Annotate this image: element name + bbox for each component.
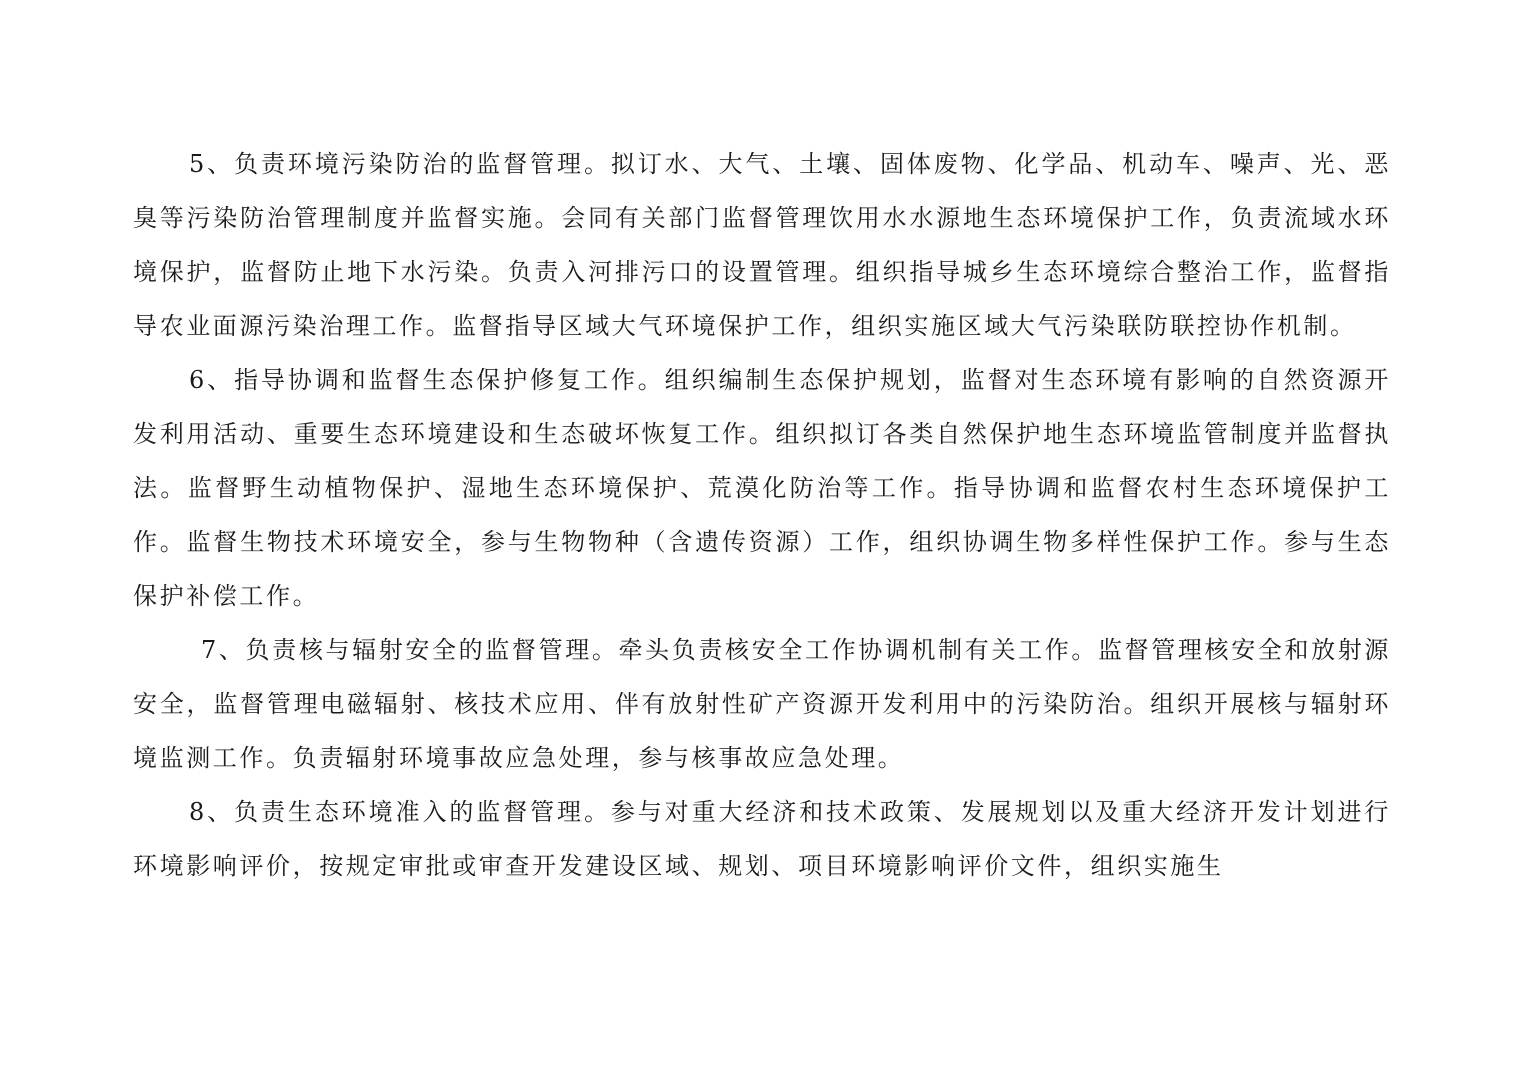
paragraph-item-7: 7、负责核与辐射安全的监督管理。牵头负责核安全工作协调机制有关工作。监督管理核安全和放射源安全，监督管理电磁辐射、核技术应用、伴有放射性矿产资源开发利用中的污染防治。组织开展核与辐射环境监测工作。负责辐射环境事故应急处理，参与核事故应急处理。 <box>133 636 1391 772</box>
paragraph-item-5: 5、负责环境污染防治的监督管理。拟订水、大气、土壤、固体废物、化学品、机动车、噪声、光、恶臭等污染防治管理制度并监督实施。会同有关部门监督管理饮用水水源地生态环境保护工作，负责流域水环境保护，监督防止地下水污染。负责入河排污口的设置管理。组织指导城乡生态环境综合整治工作，监督指导农业面源污染治理工作。监督指导区域大气环境保护工作，组织实施区域大气污染联防联控协作机制。 <box>133 150 1391 340</box>
paragraph-item-6: 6、指导协调和监督生态保护修复工作。组织编制生态保护规划，监督对生态环境有影响的自然资源开发利用活动、重要生态环境建设和生态破坏恢复工作。组织拟订各类自然保护地生态环境监管制度并监督执法。监督野生动植物保护、湿地生态环境保护、荒漠化防治等工作。指导协调和监督农村生态环境保护工作。监督生物技术环境安全，参与生物物种（含遗传资源）工作，组织协调生物多样性保护工作。参与生态保护补偿工作。 <box>133 366 1391 610</box>
document-body <box>133 137 1391 893</box>
paragraph-item-8: 8、负责生态环境准入的监督管理。参与对重大经济和技术政策、发展规划以及重大经济开发计划进行环境影响评价，按规定审批或审查开发建设区域、规划、项目环境影响评价文件，组织实施生 <box>133 798 1391 880</box>
